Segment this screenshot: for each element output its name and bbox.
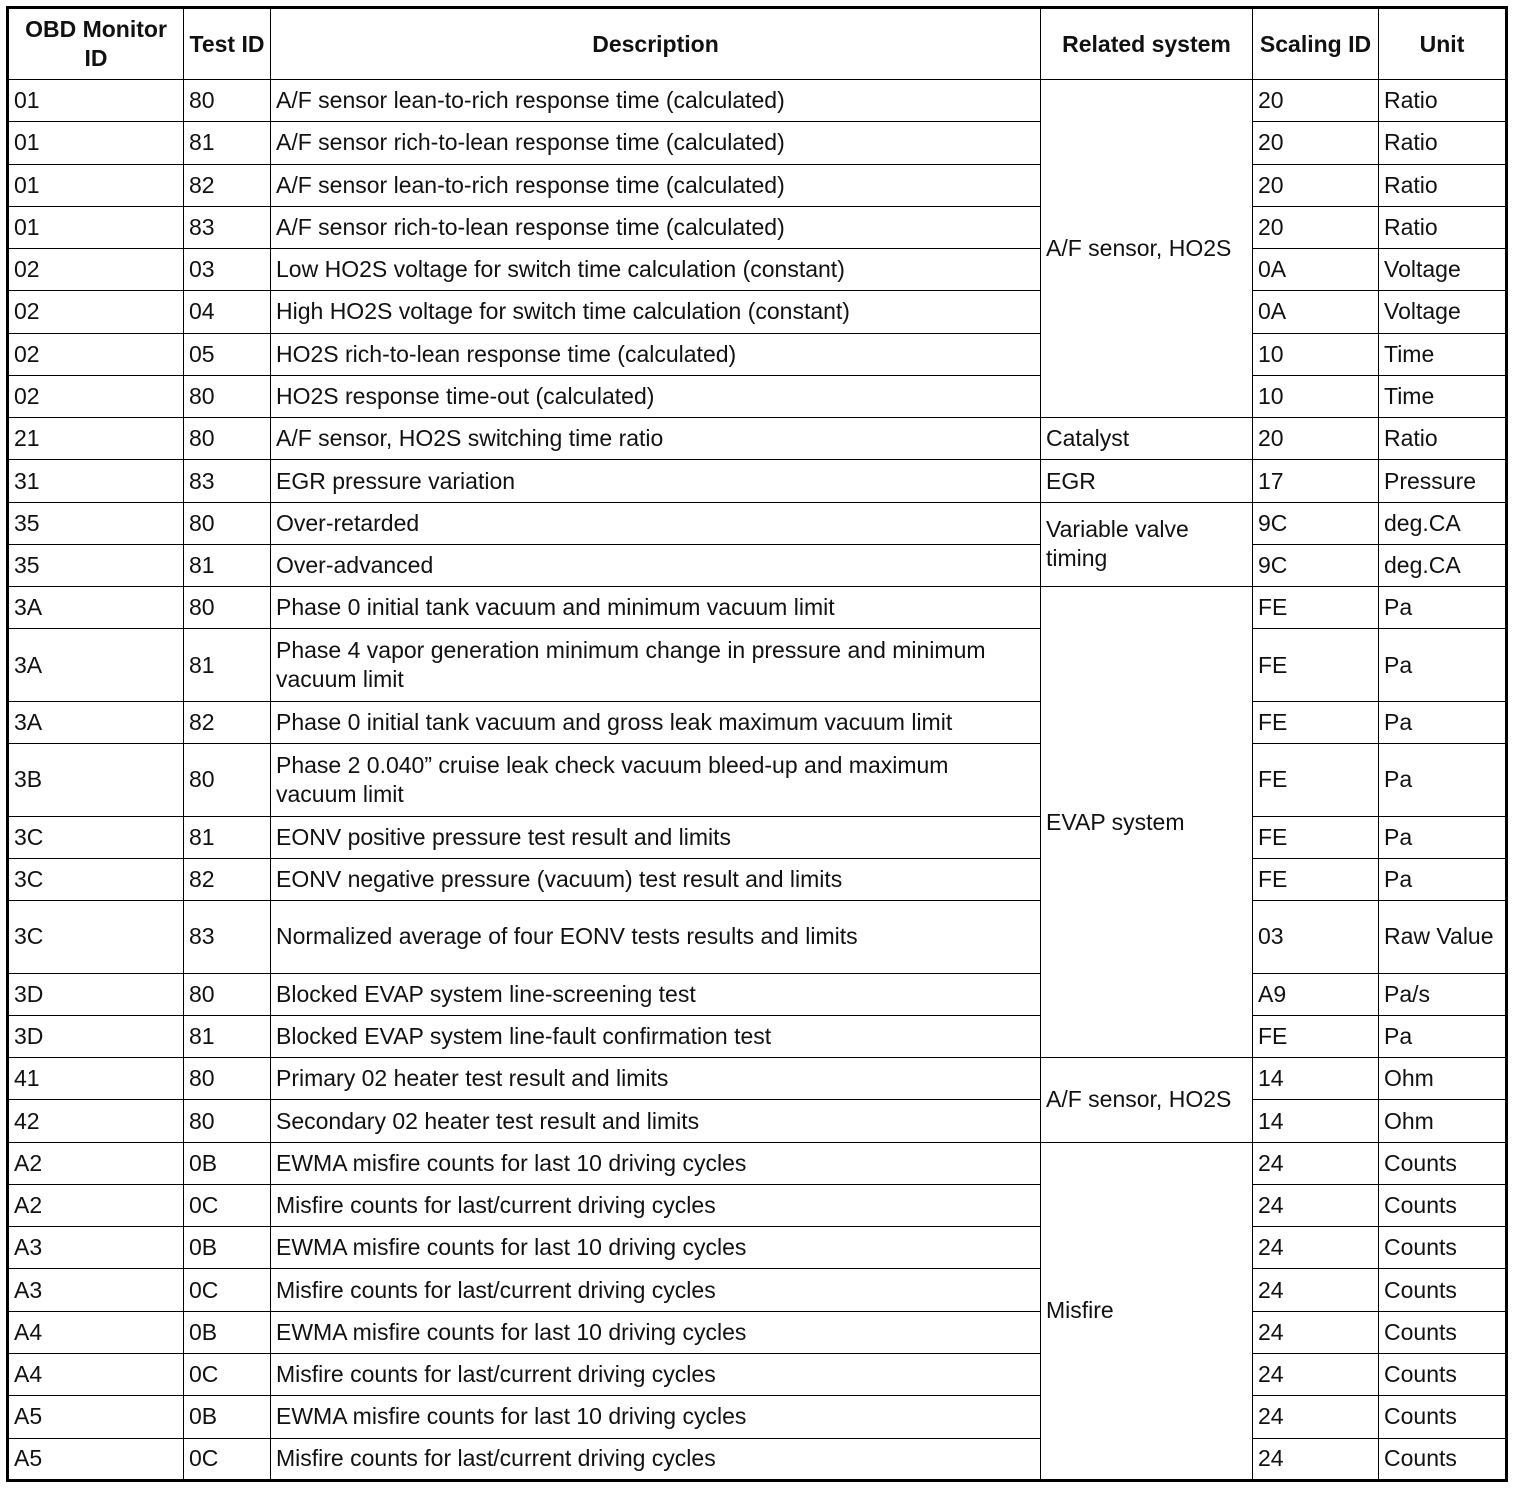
unit-cell: Time <box>1379 333 1507 375</box>
header-description: Description <box>271 8 1041 80</box>
scaling-id-cell: 0A <box>1253 291 1379 333</box>
description-cell: Over-advanced <box>271 544 1041 586</box>
table-row <box>8 375 1507 417</box>
header-row <box>8 8 1507 80</box>
test-id-cell: 83 <box>184 901 271 973</box>
monitor-id-cell: A5 <box>8 1396 184 1438</box>
monitor-id-cell: 3B <box>8 744 184 816</box>
scaling-id-cell: 17 <box>1253 460 1379 502</box>
description-cell: Secondary 02 heater test result and limits <box>271 1100 1041 1142</box>
test-id-cell: 0B <box>184 1396 271 1438</box>
description-cell: Phase 0 initial tank vacuum and minimum vacuum limit <box>271 587 1041 629</box>
unit-cell: Ratio <box>1379 122 1507 164</box>
scaling-id-cell: 14 <box>1253 1100 1379 1142</box>
description-cell: EGR pressure variation <box>271 460 1041 502</box>
description-cell: Misfire counts for last/current driving cycles <box>271 1269 1041 1311</box>
test-id-cell: 80 <box>184 80 271 122</box>
description-cell: High HO2S voltage for switch time calculation (constant) <box>271 291 1041 333</box>
unit-cell: Ratio <box>1379 80 1507 122</box>
table-row <box>8 1269 1507 1311</box>
related-system-cell: A/F sensor, HO2S <box>1041 1058 1253 1143</box>
test-id-cell: 81 <box>184 1015 271 1057</box>
description-cell: EONV positive pressure test result and limits <box>271 816 1041 858</box>
description-cell: EONV negative pressure (vacuum) test result and limits <box>271 858 1041 900</box>
test-id-cell: 0B <box>184 1227 271 1269</box>
description-cell: Phase 0 initial tank vacuum and gross leak maximum vacuum limit <box>271 701 1041 743</box>
unit-cell: Ohm <box>1379 1100 1507 1142</box>
monitor-id-cell: 02 <box>8 375 184 417</box>
table-row <box>8 1438 1507 1480</box>
description-cell: A/F sensor rich-to-lean response time (calculated) <box>271 122 1041 164</box>
description-cell: Misfire counts for last/current driving cycles <box>271 1438 1041 1480</box>
scaling-id-cell: FE <box>1253 816 1379 858</box>
header-scaling-id: Scaling ID <box>1253 8 1379 80</box>
monitor-id-cell: 02 <box>8 291 184 333</box>
scaling-id-cell: FE <box>1253 629 1379 701</box>
unit-cell: Counts <box>1379 1396 1507 1438</box>
monitor-id-cell: 3A <box>8 701 184 743</box>
test-id-cell: 0C <box>184 1269 271 1311</box>
table-row <box>8 1227 1507 1269</box>
scaling-id-cell: 20 <box>1253 418 1379 460</box>
unit-cell: Pressure <box>1379 460 1507 502</box>
unit-cell: Counts <box>1379 1269 1507 1311</box>
scaling-id-cell: FE <box>1253 701 1379 743</box>
monitor-id-cell: 01 <box>8 122 184 164</box>
description-cell: Misfire counts for last/current driving cycles <box>271 1184 1041 1226</box>
description-cell: Low HO2S voltage for switch time calculation (constant) <box>271 249 1041 291</box>
table-row <box>8 1058 1507 1100</box>
description-cell: HO2S rich-to-lean response time (calculated) <box>271 333 1041 375</box>
monitor-id-cell: 35 <box>8 544 184 586</box>
table-row <box>8 1015 1507 1057</box>
test-id-cell: 81 <box>184 122 271 164</box>
description-cell: Primary 02 heater test result and limits <box>271 1058 1041 1100</box>
header-related-system: Related system <box>1041 8 1253 80</box>
scaling-id-cell: FE <box>1253 1015 1379 1057</box>
description-cell: EWMA misfire counts for last 10 driving cycles <box>271 1396 1041 1438</box>
table-row <box>8 502 1507 544</box>
related-system-cell: Misfire <box>1041 1142 1253 1480</box>
monitor-id-cell: A4 <box>8 1354 184 1396</box>
table-row <box>8 164 1507 206</box>
test-id-cell: 81 <box>184 816 271 858</box>
description-cell: HO2S response time-out (calculated) <box>271 375 1041 417</box>
unit-cell: Ratio <box>1379 164 1507 206</box>
monitor-id-cell: 02 <box>8 333 184 375</box>
unit-cell: Counts <box>1379 1311 1507 1353</box>
scaling-id-cell: A9 <box>1253 973 1379 1015</box>
related-system-cell: Catalyst <box>1041 418 1253 460</box>
test-id-cell: 81 <box>184 544 271 586</box>
test-id-cell: 05 <box>184 333 271 375</box>
test-id-cell: 80 <box>184 502 271 544</box>
test-id-cell: 82 <box>184 164 271 206</box>
table-row <box>8 249 1507 291</box>
related-system-cell: EGR <box>1041 460 1253 502</box>
table-row <box>8 858 1507 900</box>
unit-cell: Counts <box>1379 1184 1507 1226</box>
test-id-cell: 82 <box>184 858 271 900</box>
test-id-cell: 0C <box>184 1438 271 1480</box>
monitor-id-cell: 3C <box>8 901 184 973</box>
test-id-cell: 83 <box>184 206 271 248</box>
unit-cell: Pa <box>1379 701 1507 743</box>
table-row <box>8 973 1507 1015</box>
obd-monitor-table <box>6 6 1508 1482</box>
description-cell: EWMA misfire counts for last 10 driving cycles <box>271 1142 1041 1184</box>
table-row <box>8 1142 1507 1184</box>
unit-cell: Pa <box>1379 1015 1507 1057</box>
scaling-id-cell: 20 <box>1253 122 1379 164</box>
table-row <box>8 80 1507 122</box>
table-row <box>8 544 1507 586</box>
scaling-id-cell: 03 <box>1253 901 1379 973</box>
unit-cell: Raw Value <box>1379 901 1507 973</box>
test-id-cell: 80 <box>184 973 271 1015</box>
related-system-cell: A/F sensor, HO2S <box>1041 80 1253 418</box>
monitor-id-cell: A3 <box>8 1269 184 1311</box>
header-monitor-id: OBD Monitor ID <box>8 8 184 80</box>
monitor-id-cell: 3D <box>8 973 184 1015</box>
test-id-cell: 03 <box>184 249 271 291</box>
monitor-id-cell: 01 <box>8 164 184 206</box>
monitor-id-cell: 01 <box>8 80 184 122</box>
monitor-id-cell: 35 <box>8 502 184 544</box>
scaling-id-cell: FE <box>1253 587 1379 629</box>
monitor-id-cell: A4 <box>8 1311 184 1353</box>
unit-cell: Counts <box>1379 1142 1507 1184</box>
test-id-cell: 0C <box>184 1354 271 1396</box>
monitor-id-cell: A2 <box>8 1142 184 1184</box>
unit-cell: Pa <box>1379 629 1507 701</box>
related-system-cell: EVAP system <box>1041 587 1253 1058</box>
monitor-id-cell: 3C <box>8 858 184 900</box>
table-row <box>8 1311 1507 1353</box>
unit-cell: Counts <box>1379 1354 1507 1396</box>
monitor-id-cell: A2 <box>8 1184 184 1226</box>
scaling-id-cell: 24 <box>1253 1311 1379 1353</box>
unit-cell: Pa <box>1379 816 1507 858</box>
table-row <box>8 587 1507 629</box>
monitor-id-cell: 02 <box>8 249 184 291</box>
scaling-id-cell: 24 <box>1253 1438 1379 1480</box>
table-row <box>8 816 1507 858</box>
unit-cell: Ratio <box>1379 206 1507 248</box>
description-cell: Blocked EVAP system line-screening test <box>271 973 1041 1015</box>
header-test-id: Test ID <box>184 8 271 80</box>
description-cell: A/F sensor lean-to-rich response time (calculated) <box>271 80 1041 122</box>
scaling-id-cell: FE <box>1253 858 1379 900</box>
monitor-id-cell: 31 <box>8 460 184 502</box>
monitor-id-cell: 01 <box>8 206 184 248</box>
test-id-cell: 80 <box>184 587 271 629</box>
monitor-id-cell: 42 <box>8 1100 184 1142</box>
unit-cell: Ohm <box>1379 1058 1507 1100</box>
unit-cell: deg.CA <box>1379 502 1507 544</box>
monitor-id-cell: 3D <box>8 1015 184 1057</box>
test-id-cell: 04 <box>184 291 271 333</box>
description-cell: EWMA misfire counts for last 10 driving cycles <box>271 1227 1041 1269</box>
table-row <box>8 122 1507 164</box>
description-cell: A/F sensor, HO2S switching time ratio <box>271 418 1041 460</box>
monitor-id-cell: A3 <box>8 1227 184 1269</box>
scaling-id-cell: 10 <box>1253 375 1379 417</box>
table-row <box>8 1354 1507 1396</box>
test-id-cell: 0C <box>184 1184 271 1226</box>
monitor-id-cell: 3A <box>8 587 184 629</box>
scaling-id-cell: 9C <box>1253 544 1379 586</box>
unit-cell: Pa <box>1379 744 1507 816</box>
monitor-id-cell: 21 <box>8 418 184 460</box>
table-row <box>8 1184 1507 1226</box>
table-row <box>8 333 1507 375</box>
test-id-cell: 80 <box>184 375 271 417</box>
scaling-id-cell: 24 <box>1253 1396 1379 1438</box>
description-cell: Phase 2 0.040” cruise leak check vacuum bleed-up and maximum vacuum limit <box>271 744 1041 816</box>
unit-cell: Voltage <box>1379 249 1507 291</box>
test-id-cell: 0B <box>184 1142 271 1184</box>
unit-cell: Ratio <box>1379 418 1507 460</box>
description-cell: Misfire counts for last/current driving cycles <box>271 1354 1041 1396</box>
table-row <box>8 701 1507 743</box>
scaling-id-cell: 10 <box>1253 333 1379 375</box>
unit-cell: deg.CA <box>1379 544 1507 586</box>
unit-cell: Voltage <box>1379 291 1507 333</box>
table-row <box>8 1100 1507 1142</box>
monitor-id-cell: 3C <box>8 816 184 858</box>
related-system-cell: Variable valve timing <box>1041 502 1253 587</box>
test-id-cell: 80 <box>184 1100 271 1142</box>
scaling-id-cell: 24 <box>1253 1184 1379 1226</box>
table-row <box>8 460 1507 502</box>
monitor-id-cell: 3A <box>8 629 184 701</box>
test-id-cell: 82 <box>184 701 271 743</box>
table-row <box>8 206 1507 248</box>
monitor-id-cell: 41 <box>8 1058 184 1100</box>
description-cell: Over-retarded <box>271 502 1041 544</box>
scaling-id-cell: 24 <box>1253 1269 1379 1311</box>
scaling-id-cell: 20 <box>1253 80 1379 122</box>
test-id-cell: 83 <box>184 460 271 502</box>
description-cell: Normalized average of four EONV tests results and limits <box>271 901 1041 973</box>
description-cell: A/F sensor rich-to-lean response time (calculated) <box>271 206 1041 248</box>
test-id-cell: 80 <box>184 1058 271 1100</box>
description-cell: Phase 4 vapor generation minimum change in pressure and minimum vacuum limit <box>271 629 1041 701</box>
monitor-id-cell: A5 <box>8 1438 184 1480</box>
scaling-id-cell: 0A <box>1253 249 1379 291</box>
table-row <box>8 291 1507 333</box>
description-cell: Blocked EVAP system line-fault confirmation test <box>271 1015 1041 1057</box>
unit-cell: Pa <box>1379 858 1507 900</box>
scaling-id-cell: 20 <box>1253 164 1379 206</box>
table-row <box>8 629 1507 701</box>
scaling-id-cell: 24 <box>1253 1142 1379 1184</box>
unit-cell: Time <box>1379 375 1507 417</box>
scaling-id-cell: 24 <box>1253 1354 1379 1396</box>
description-cell: EWMA misfire counts for last 10 driving cycles <box>271 1311 1041 1353</box>
test-id-cell: 0B <box>184 1311 271 1353</box>
header-unit: Unit <box>1379 8 1507 80</box>
table-row <box>8 418 1507 460</box>
scaling-id-cell: 14 <box>1253 1058 1379 1100</box>
unit-cell: Pa/s <box>1379 973 1507 1015</box>
unit-cell: Counts <box>1379 1438 1507 1480</box>
test-id-cell: 80 <box>184 744 271 816</box>
scaling-id-cell: 9C <box>1253 502 1379 544</box>
scaling-id-cell: 24 <box>1253 1227 1379 1269</box>
unit-cell: Counts <box>1379 1227 1507 1269</box>
table-body <box>8 80 1507 1481</box>
scaling-id-cell: FE <box>1253 744 1379 816</box>
test-id-cell: 80 <box>184 418 271 460</box>
table-row <box>8 901 1507 973</box>
test-id-cell: 81 <box>184 629 271 701</box>
scaling-id-cell: 20 <box>1253 206 1379 248</box>
unit-cell: Pa <box>1379 587 1507 629</box>
table-row <box>8 1396 1507 1438</box>
table-row <box>8 744 1507 816</box>
description-cell: A/F sensor lean-to-rich response time (calculated) <box>271 164 1041 206</box>
